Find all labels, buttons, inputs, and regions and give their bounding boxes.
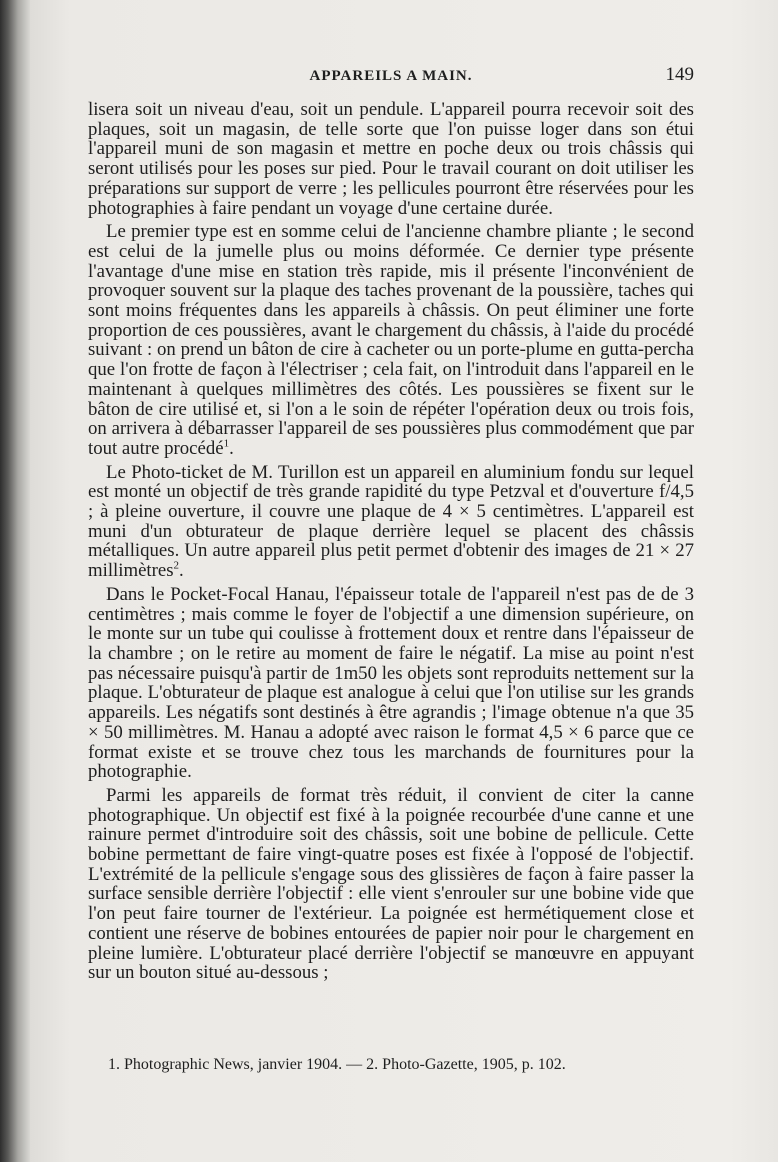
running-title: APPAREILS A MAIN. <box>309 68 473 84</box>
paragraph-2-text: Le premier type est en somme celui de l'ancienne chambre pliante ; le second est celui de la jumelle plus ou moins déformée. Ce dernier type présente l'avantage d'une mise en station très rapide, mis il présente l'inconvénient de provoquer souvent sur la plaque des taches provenant de la poussière, taches qui sont moins fréquentes dans les appareils à châssis. On peut éliminer une forte proportion de ces poussières, avant le chargement du châssis, à l'aide du procédé suivant : on prend un bâton de cire à cacheter ou un porte-plume en gutta-percha que l'on frotte de façon à l'électriser ; cela fait, on l'introduit dans l'appareil en le maintenant à quelques millimètres des côtés. Les poussières se fixent sur le bâton de cire utilisé et, si l'on a le soin de répéter l'opération deux ou trois fois, on arrivera à débarrasser l'appareil de ses poussières plus commodément que par tout autre procédé <box>88 221 694 459</box>
paragraph-3-text: Le Photo-ticket de M. Turillon est un appareil en aluminium fondu sur lequel est monté un objectif de très grande rapidité du type Petzval et d'ouverture f/4,5 ; à pleine ouverture, il couvre une plaque de 4 × 5 centimètres. L'appareil est muni d'un obturateur de plaque derrière lequel se placent des châssis métalliques. Un autre appareil plus petit permet d'obtenir des images de 21 × 27 millimètres <box>88 461 694 582</box>
paragraph-3: Le Photo-ticket de M. Turillon est un appareil en aluminium fondu sur lequel est monté un objectif de très grande rapidité du type Petzval et d'ouverture f/4,5 ; à pleine ouverture, il couvre une plaque de 4 × 5 centimètres. L'appareil est muni d'un obturateur de plaque derrière lequel se placent des châssis métalliques. Un autre appareil plus petit permet d'obtenir des images de 21 × 27 millimètres$^2$. <box>88 461 694 582</box>
footnote-ref-1: 1 <box>223 437 230 450</box>
paragraph-4: Dans le Pocket-Focal Hanau, l'épaisseur totale de l'appareil n'est pas de de 3 centimètres ; mais comme le foyer de l'objectif a une dimension supérieure, on le monte sur un tube qui coulisse à frottement doux et rentre dans l'épaisseur de la chambre ; on le retire au moment de faire le négatif. La mise au point n'est pas nécessaire puisqu'à partir de 1m50 les objets sont reproduits nettement sur la plaque. L'obturateur de plaque est analogue à celui que l'on utilise sur les grands appareils. Les négatifs sont destinés à être agrandis ; l'image obtenue n'a que 35 × 50 millimètres. M. Hanau a adopté avec raison le format 4,5 × 6 parce que ce format existe et se trouve chez tous les marchands de fournitures pour la photographie. <box>88 583 694 783</box>
footnote-ref-2: 2 <box>173 559 180 572</box>
body-text <box>88 100 694 983</box>
paragraph-2: Le premier type est en somme celui de l'ancienne chambre pliante ; le second est celui de la jumelle plus ou moins déformée. Ce dernier type présente l'avantage d'une mise en station très rapide, mis il présente l'inconvénient de provoquer souvent sur la plaque des taches provenant de la poussière, taches qui sont moins fréquentes dans les appareils à châssis. On peut éliminer une forte proportion de ces poussières, avant le chargement du châssis, à l'aide du procédé suivant : on prend un bâton de cire à cacheter ou un porte-plume en gutta-percha que l'on frotte de façon à l'électriser ; cela fait, on l'introduit dans l'appareil en le maintenant à quelques millimètres des côtés. Les poussières se fixent sur le bâton de cire utilisé et, si l'on a le soin de répéter l'opération deux ou trois fois, on arrivera à débarrasser l'appareil de ses poussières plus commodément que par tout autre procédé$^1$. <box>88 221 694 459</box>
book-gutter <box>0 0 30 1162</box>
footnote: 1. Photographic News, janvier 1904. — 2. Photo-Gazette, 1905, p. 102. <box>108 1056 566 1073</box>
paragraph-1: lisera soit un niveau d'eau, soit un pendule. L'appareil pourra recevoir soit des plaques, soit un magasin, de telle sorte que l'on puisse loger dans son étui l'appareil muni de son magasin et mettre en poche deux ou trois châssis qui seront utilisés pour les poses sur pied. Pour le travail courant on doit utiliser les préparations sur support de verre ; les pellicules pourront être réservées pour les photographies à faire pendant un voyage d'une certaine durée. <box>88 99 694 219</box>
page-header <box>88 62 694 92</box>
paragraph-5: Parmi les appareils de format très réduit, il convient de citer la canne photographique. Un objectif est fixé à la poignée recourbée d'une canne et une rainure permet d'introduire soit des châssis, soit une bobine de pellicule. Cette bobine permettant de faire vingt-quatre poses est fixée à l'opposé de l'objectif. L'extrémité de la pellicule s'engage sous des glissières de façon à faire passer la surface sensible derrière l'objectif : elle vient s'enrouler sur une bobine vide que l'on peut faire tourner de l'extérieur. La poignée est hermétiquement close et contient une réserve de bobines entourées de papier noir pour le chargement en pleine lumière. L'obturateur placé derrière l'objectif se manœuvre en appuyant sur un bouton situé au-dessous ; <box>88 784 694 984</box>
page-number: 149 <box>665 64 694 85</box>
